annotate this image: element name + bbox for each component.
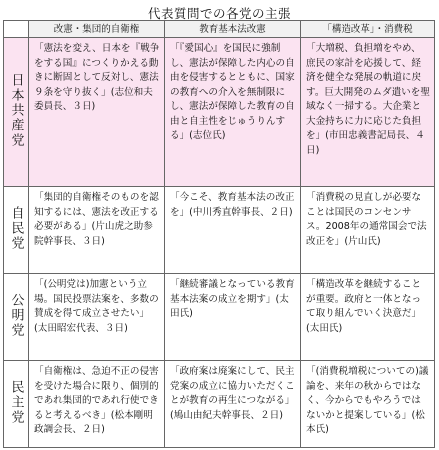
party-label: 公明党	[8, 292, 24, 338]
column-header-education: 教育基本法改憲	[165, 21, 301, 38]
party-cell	[4, 361, 29, 448]
claim-cell: 「今こそ、教育基本法の改正を」(中川秀直幹事長、２日)	[165, 187, 301, 274]
claim-cell: 「憲法を変え、日本を『戦争をする国』につくりかえる動きに断固として反対し、憲法９条を守り抜く」(志位和夫委員長、３日)	[29, 38, 165, 187]
claim-cell: 「消費税の見直しが必要なことは国民のコンセンサス。2008年の通常国会で法改正を」(片山氏)	[301, 187, 435, 274]
table-row-jcp	[4, 38, 435, 187]
claims-table	[3, 20, 435, 448]
corner-cell	[4, 21, 29, 38]
header-row	[4, 21, 435, 38]
party-label: 自民党	[8, 205, 24, 251]
claim-cell: 「継続審議となっている教育基本法案の成立を期す」(太田氏)	[165, 274, 301, 361]
table-row-komeito	[4, 274, 435, 361]
table-row-ldp	[4, 187, 435, 274]
column-header-constitution: 改憲・集団的自衛権	[29, 21, 165, 38]
table-row-dpj	[4, 361, 435, 448]
party-cell	[4, 187, 29, 274]
party-cell	[4, 38, 29, 187]
claim-cell: 「集団的自衛権そのものを認知するには、憲法を改正する必要がある」(片山虎之助参院幹事長、３日)	[29, 187, 165, 274]
party-label: 日本共産党	[8, 72, 24, 148]
claim-cell: 「自衛権は、急迫不正の侵害を受けた場合に限り、個別的であれ集団的であれ行使できると考えるべき」(松本剛明政調会長、２日)	[29, 361, 165, 448]
table-title: 代表質問での各党の主張	[147, 6, 291, 21]
claim-cell: 「大増税、負担増をやめ、庶民の家計を応援して、経済を健全な発展の軌道に戻す。巨大開発のムダ遣いを聖域なく一掃する。大企業と大金持ちに力に応じた負担を」(市田忠義書記局長、４日)	[301, 38, 435, 187]
claim-cell: 「(消費税増税についての)議論を、来年の秋からではなく、今からでもやろうではないかと提案している」(松本氏)	[301, 361, 435, 448]
party-label: 民主党	[8, 379, 24, 425]
claim-cell: 「(公明党は)加憲という立場。国民投票法案を、多数の賛成を得て成立させたい」(太田昭宏代表、３日)	[29, 274, 165, 361]
claim-cell: 「構造改革を継続することが重要。政府と一体となって取り組んでいく決意だ」(太田氏)	[301, 274, 435, 361]
claim-cell: 「政府案は廃案にして、民主党案の成立に協力いただくことが教育の再生につながる」(鳩山由紀夫幹事長、２日)	[165, 361, 301, 448]
column-header-reform-tax: 「構造改革」・消費税	[301, 21, 435, 38]
claim-cell: 「『愛国心』を国民に強制し、憲法が保障した内心の自由を侵害するとともに、国家の教育への介入を無制限にし、憲法が保障した教育の自由と自主性をじゅうりんする」(志位氏)	[165, 38, 301, 187]
party-cell	[4, 274, 29, 361]
